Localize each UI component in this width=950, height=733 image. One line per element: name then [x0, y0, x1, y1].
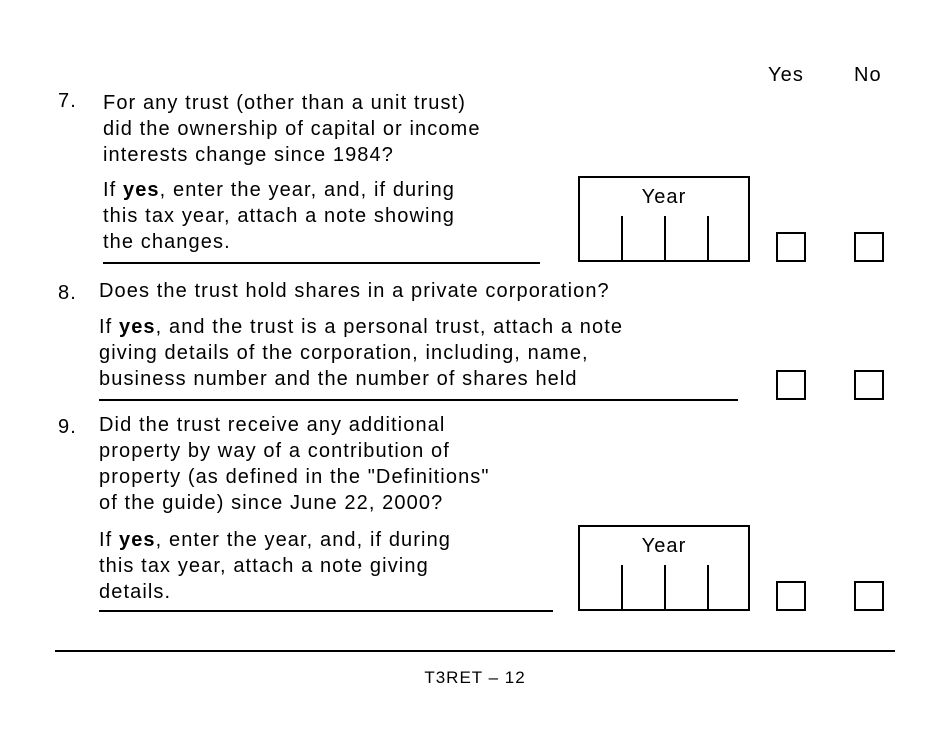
question-8-instruction	[99, 314, 623, 392]
year-label: Year	[641, 535, 687, 557]
question-8-underline	[99, 399, 738, 401]
instruction-line: the changes.	[103, 231, 231, 253]
year-digit-divider	[664, 565, 666, 609]
question-9-line: property (as defined in the "Definitions"	[99, 466, 490, 488]
question-9-no-checkbox[interactable]	[854, 581, 884, 611]
question-7-yes-checkbox[interactable]	[776, 232, 806, 262]
instruction-line: business number and the number of shares held	[99, 368, 578, 390]
question-7-text	[103, 90, 481, 168]
question-9-line: property by way of a contribution of	[99, 440, 450, 462]
question-9-yes-checkbox[interactable]	[776, 581, 806, 611]
question-7-year-field[interactable]	[578, 176, 750, 262]
instruction-suffix: , enter the year, and, if during	[155, 529, 452, 551]
page-number: T3RET – 12	[424, 668, 526, 687]
year-label: Year	[641, 186, 687, 208]
question-7-line: interests change since 1984?	[103, 144, 394, 166]
question-9-underline	[99, 610, 553, 612]
instruction-bold: yes	[118, 316, 156, 338]
question-7-underline	[103, 262, 540, 264]
question-8-text: Does the trust hold shares in a private corporation?	[99, 280, 610, 302]
year-digit-divider	[707, 216, 709, 260]
question-9-number: 9.	[58, 416, 77, 438]
question-8-number: 8.	[58, 282, 77, 304]
year-digit-divider	[664, 216, 666, 260]
question-7-line: For any trust (other than a unit trust)	[103, 92, 467, 114]
instruction-line: this tax year, attach a note showing	[103, 205, 456, 227]
question-9-line: Did the trust receive any additional	[99, 414, 446, 436]
question-7-instruction	[103, 177, 455, 255]
year-digit-divider	[621, 216, 623, 260]
instruction-prefix: If	[99, 316, 119, 338]
question-9-text	[99, 412, 490, 516]
instruction-suffix: , and the trust is a personal trust, attach a note	[155, 316, 624, 338]
instruction-bold: yes	[118, 529, 156, 551]
instruction-line: giving details of the corporation, including, name,	[99, 342, 589, 364]
question-7-no-checkbox[interactable]	[854, 232, 884, 262]
instruction-suffix: , enter the year, and, if during	[159, 179, 456, 201]
yes-column-header: Yes	[768, 64, 804, 86]
question-9-year-field[interactable]	[578, 525, 750, 611]
question-8-no-checkbox[interactable]	[854, 370, 884, 400]
question-9-instruction	[99, 527, 451, 605]
footer-divider	[55, 650, 895, 652]
instruction-bold: yes	[122, 179, 160, 201]
year-digit-divider	[707, 565, 709, 609]
question-9-line: of the guide) since June 22, 2000?	[99, 492, 444, 514]
instruction-line: details.	[99, 581, 172, 603]
question-7-number: 7.	[58, 90, 77, 112]
instruction-line: this tax year, attach a note giving	[99, 555, 429, 577]
year-digit-divider	[621, 565, 623, 609]
instruction-prefix: If	[103, 179, 123, 201]
question-7-line: did the ownership of capital or income	[103, 118, 481, 140]
instruction-prefix: If	[99, 529, 119, 551]
no-column-header: No	[854, 64, 882, 86]
question-8-yes-checkbox[interactable]	[776, 370, 806, 400]
